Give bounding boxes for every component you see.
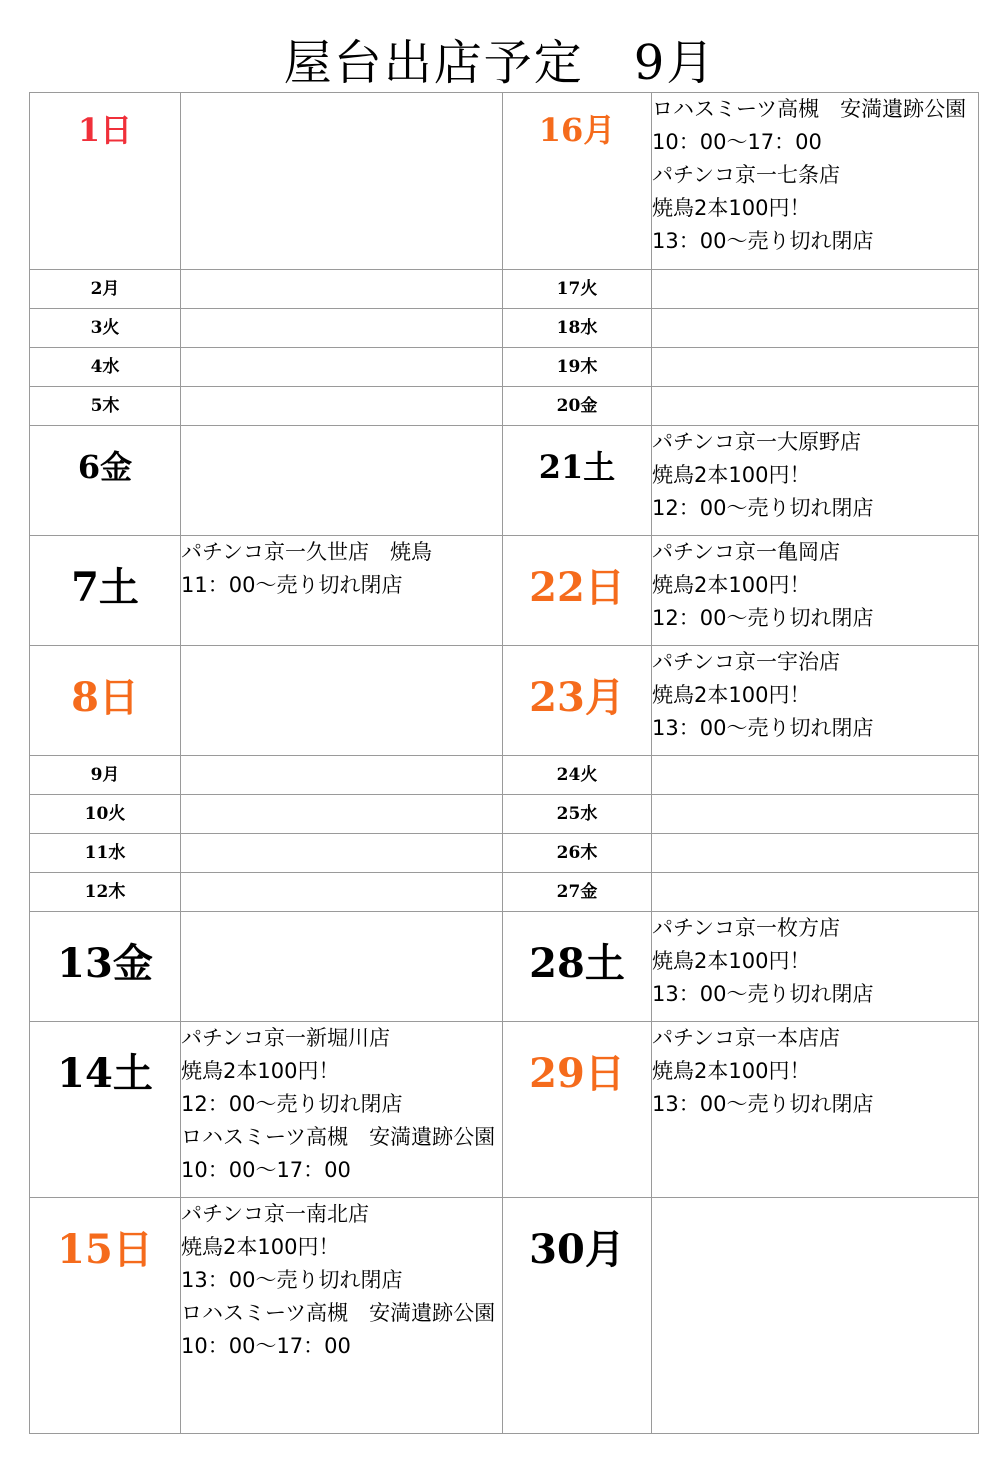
day-cell <box>30 536 181 646</box>
day-cell <box>503 270 652 309</box>
day-cell <box>30 270 181 309</box>
table-row <box>30 309 979 348</box>
day-label: 29日 <box>529 1050 625 1097</box>
event-cell <box>181 834 503 873</box>
day-label: 5木 <box>90 396 120 416</box>
event-cell <box>181 426 503 536</box>
schedule-table <box>29 92 979 1434</box>
day-label: 14土 <box>57 1050 153 1097</box>
day-label: 20金 <box>556 396 598 416</box>
day-label: 21土 <box>538 448 616 486</box>
day-cell <box>503 795 652 834</box>
day-cell <box>30 756 181 795</box>
event-cell <box>181 795 503 834</box>
table-row <box>30 756 979 795</box>
day-label: 19木 <box>556 357 598 377</box>
event-cell: パチンコ京一亀岡店 焼鳥2本100円！ 12：00～売り切れ閉店 <box>652 536 979 646</box>
day-label: 11水 <box>84 843 126 863</box>
day-cell <box>30 387 181 426</box>
day-cell <box>30 912 181 1022</box>
day-cell <box>30 873 181 912</box>
table-row <box>30 270 979 309</box>
day-cell <box>30 348 181 387</box>
day-cell <box>503 426 652 536</box>
table-row <box>30 426 979 536</box>
table-row <box>30 536 979 646</box>
day-label: 12木 <box>84 882 126 902</box>
event-cell: パチンコ京一久世店 焼鳥 11：00～売り切れ閉店 <box>181 536 503 646</box>
event-cell <box>181 93 503 270</box>
event-cell <box>181 270 503 309</box>
day-cell <box>30 795 181 834</box>
day-label: 1日 <box>77 111 133 149</box>
event-cell <box>652 387 979 426</box>
day-cell <box>503 834 652 873</box>
day-label: 8日 <box>71 674 139 721</box>
day-cell <box>503 646 652 756</box>
day-label: 15日 <box>57 1226 153 1273</box>
day-cell <box>503 1022 652 1198</box>
day-label: 25水 <box>556 804 598 824</box>
table-row <box>30 873 979 912</box>
event-cell: パチンコ京一大原野店 焼鳥2本100円！ 12：00～売り切れ閉店 <box>652 426 979 536</box>
event-cell <box>652 270 979 309</box>
event-cell: パチンコ京一南北店 焼鳥2本100円！ 13：00～売り切れ閉店 ロハスミーツ高槻 安満遺跡公園 10：00～17：00 <box>181 1198 503 1434</box>
day-cell <box>503 756 652 795</box>
day-cell <box>503 1198 652 1434</box>
table-row <box>30 93 979 270</box>
day-label: 26木 <box>556 843 598 863</box>
event-cell <box>652 348 979 387</box>
day-cell <box>30 1198 181 1434</box>
event-cell <box>652 756 979 795</box>
table-row <box>30 795 979 834</box>
day-label: 13金 <box>57 940 153 987</box>
event-cell: パチンコ京一枚方店 焼鳥2本100円！ 13：00～売り切れ閉店 <box>652 912 979 1022</box>
day-label: 18水 <box>556 318 598 338</box>
day-label: 4水 <box>90 357 120 377</box>
schedule-body <box>30 93 979 1434</box>
day-label: 7土 <box>71 564 139 611</box>
day-label: 16月 <box>538 111 616 149</box>
day-cell <box>30 93 181 270</box>
event-cell <box>652 795 979 834</box>
event-cell <box>181 309 503 348</box>
event-cell <box>652 834 979 873</box>
day-cell <box>503 309 652 348</box>
event-cell: ロハスミーツ高槻 安満遺跡公園 10：00～17：00 パチンコ京一七条店 焼鳥2本100円！ 13：00～売り切れ閉店 <box>652 93 979 270</box>
day-label: 3火 <box>90 318 120 338</box>
day-cell <box>503 348 652 387</box>
day-cell <box>503 536 652 646</box>
day-cell <box>503 912 652 1022</box>
event-cell <box>652 309 979 348</box>
day-cell <box>30 426 181 536</box>
event-cell: パチンコ京一宇治店 焼鳥2本100円！ 13：00～売り切れ閉店 <box>652 646 979 756</box>
table-row <box>30 1022 979 1198</box>
event-cell <box>181 646 503 756</box>
table-row <box>30 387 979 426</box>
day-cell <box>503 93 652 270</box>
event-cell <box>181 348 503 387</box>
event-cell: パチンコ京一新堀川店 焼鳥2本100円！ 12：00～売り切れ閉店 ロハスミーツ高槻 安満遺跡公園 10：00～17：00 <box>181 1022 503 1198</box>
day-label: 24火 <box>556 765 598 785</box>
day-cell <box>30 646 181 756</box>
page-title: 屋台出店予定 9月 <box>283 35 717 91</box>
table-row <box>30 912 979 1022</box>
day-label: 28土 <box>529 940 625 987</box>
day-label: 27金 <box>556 882 598 902</box>
day-label: 10火 <box>84 804 126 824</box>
day-cell <box>30 834 181 873</box>
table-row <box>30 348 979 387</box>
day-label: 30月 <box>529 1226 625 1273</box>
table-row <box>30 646 979 756</box>
event-cell: パチンコ京一本店店 焼鳥2本100円！ 13：00～売り切れ閉店 <box>652 1022 979 1198</box>
day-label: 6金 <box>77 448 133 486</box>
day-label: 2月 <box>90 279 120 299</box>
event-cell <box>181 387 503 426</box>
event-cell <box>181 873 503 912</box>
day-cell <box>503 387 652 426</box>
day-label: 17火 <box>556 279 598 299</box>
day-cell <box>30 309 181 348</box>
event-cell <box>652 1198 979 1434</box>
day-label: 22日 <box>529 564 625 611</box>
day-label: 9月 <box>90 765 120 785</box>
event-cell <box>652 873 979 912</box>
day-cell <box>503 873 652 912</box>
day-cell <box>30 1022 181 1198</box>
event-cell <box>181 912 503 1022</box>
table-row <box>30 1198 979 1434</box>
day-label: 23月 <box>529 674 625 721</box>
table-row <box>30 834 979 873</box>
event-cell <box>181 756 503 795</box>
